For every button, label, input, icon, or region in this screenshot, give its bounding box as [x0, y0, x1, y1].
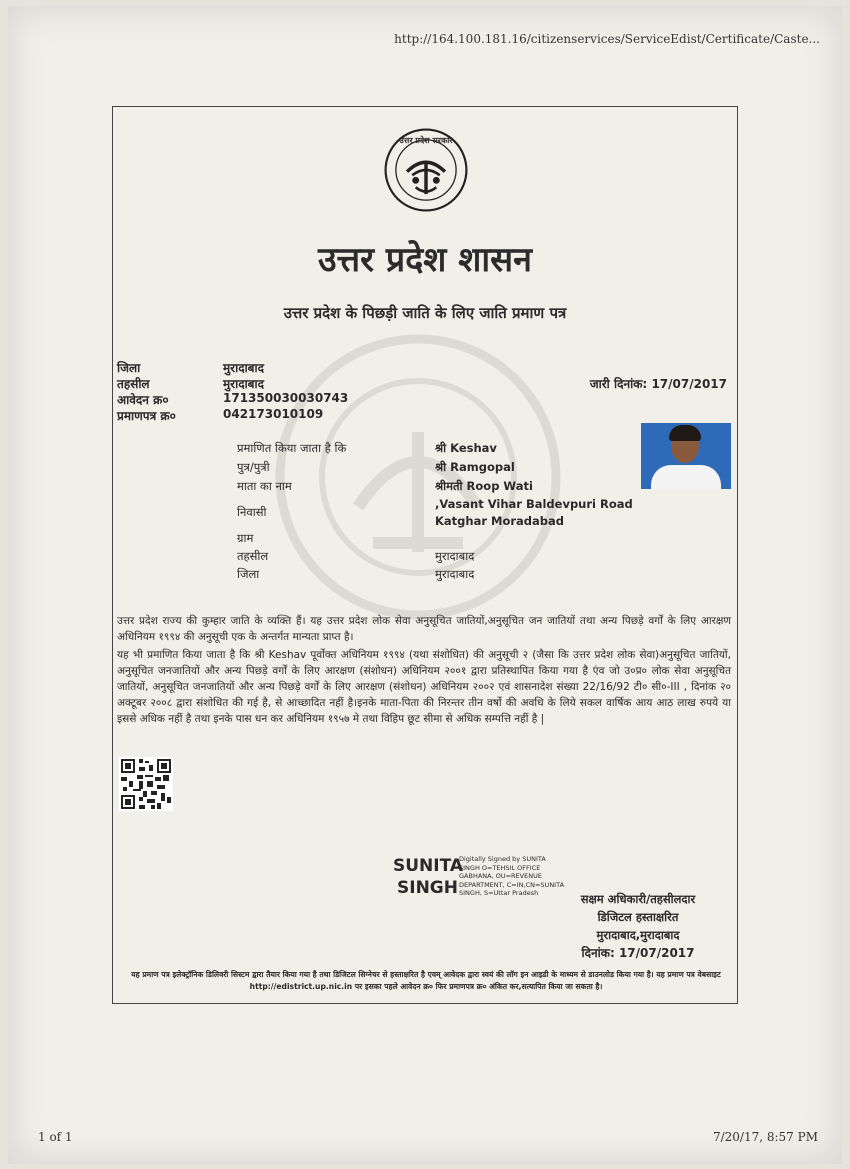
certificate-subtitle: उत्तर प्रदेश के पिछड़ी जाति के लिए जाति प्रमाण पत्र	[283, 304, 567, 322]
signature-date-label: दिनांक:	[581, 946, 615, 960]
certificate-border	[112, 106, 738, 1004]
signer-name-line1: SUNITA	[393, 856, 464, 876]
officer-block	[553, 890, 723, 962]
district-label: जिला	[117, 361, 141, 375]
tehsil-value: मुरादाबाद	[223, 377, 265, 391]
applicant-name: श्री Keshav	[435, 441, 497, 455]
detail-tehsil-value: मुरादाबाद	[435, 549, 475, 563]
address-line1: ,Vasant Vihar Baldevpuri Road	[435, 497, 633, 511]
father-name: श्री Ramgopal	[435, 460, 515, 474]
mother-name: श्रीमती Roop Wati	[435, 479, 533, 493]
digital-signature-name	[393, 855, 463, 899]
application-value: 171350030030743	[223, 391, 349, 405]
certificate-no-label: प्रमाणपत्र क्र०	[117, 409, 176, 423]
issue-date-value: 17/07/2017	[651, 377, 727, 391]
issue-date-label: जारी दिनांक:	[589, 377, 648, 391]
signer-name-line2: SINGH	[397, 878, 458, 898]
district-value: मुरादाबाद	[223, 361, 265, 375]
page-url: http://164.100.181.16/citizenservices/ServiceEdist/Certificate/Caste...	[394, 32, 820, 46]
creamy-layer-paragraph: यह भी प्रमाणित किया जाता है कि श्री Keshav पूर्वोक्त अधिनियम १९९४ (यथा संशोधित) की अनुसूची २ (जैसा कि उत्तर प्रदेश लोक सेवा)अनुसूचित जातियों, अनुसूचित जनजातियों और अन्य पिछड़े वर्गों के लिए आरक्षण (संशोधन) अधिनियम २००१ द्वारा प्रतिस्थापित किया गया है एंव जो उ०प्र० लोक सेवा अनुसूचित जातियों, अनुसूचित जनजातियों और अन्य पिछड़े वर्गों के लिए आरक्षण (संशोधन) अधिनियम २००२ एवं शासनादेश संख्या 22/16/92 टी० सी०-III , दिनांक २० अक्टूबर २००८ द्वारा संशोधित की गई है, से आच्छादित नहीं है।इनके माता-पिता की निरन्तर तीन वर्षो की अवधि के लिये सकल वार्षिक आय आठ लाख रुपये या इससे अधिक नहीं है तथा इनके पास धन कर अधिनियम १९५७ मे तथा विहिप छूट सीमा से अधिक सम्पत्ति नहीं है |	[117, 649, 731, 725]
signature-date	[553, 944, 723, 962]
digital-signature-meta: Digitally Signed by SUNITA SINGH O=TEHSIL OFFICE GABHANA, OU=REVENUE DEPARTMENT, C=IN,CN=SUNITA SINGH, S=Uttar Pradesh	[459, 855, 565, 897]
application-label: आवेदन क्र०	[117, 393, 169, 407]
qr-code-icon	[119, 757, 173, 811]
emblem-text: उत्तर प्रदेश सरकार	[399, 136, 453, 145]
certificate-no-value: 042173010109	[223, 407, 324, 421]
print-timestamp: 7/20/17, 8:57 PM	[712, 1130, 818, 1144]
village-label: ग्राम	[237, 531, 254, 545]
issue-date	[590, 375, 727, 392]
page-title: उत्तर प्रदेश शासन	[317, 240, 532, 280]
digital-sign-label: डिजिटल हस्ताक्षरित	[597, 910, 679, 924]
tehsil-label: तहसील	[117, 377, 150, 391]
emblem-watermark-icon	[268, 327, 568, 627]
verification-notice: यह प्रमाण पत्र इलेक्ट्रॉनिक डिलिवरी सिस्टम द्वारा तैयार किया गया है तथा डिजिटल सिग्नेचर से हस्ताक्षरित है एवम् आवेदक द्वारा स्वयं की लॉग इन आइडी के माध्यम से डाउनलोड किया गया है। यह प्रमाण पत्र वेबसाइट http://edistrict.up.nic.in पर इसका पहले आवेदन क्र० फिर प्रमाणपत्र क्र० अंकित कर,सत्यापित किया जा सकता है।	[131, 970, 721, 991]
mother-label: माता का नाम	[237, 479, 292, 493]
relation-label: पुत्र/पुत्री	[237, 460, 270, 474]
page-count: 1 of 1	[38, 1130, 73, 1144]
certified-label: प्रमाणित किया जाता है कि	[237, 441, 347, 455]
officer-location: मुरादाबाद,मुरादाबाद	[596, 928, 680, 942]
signature-date-value: 17/07/2017	[618, 946, 695, 960]
address-line2: Katghar Moradabad	[435, 514, 565, 528]
detail-tehsil-label: तहसील	[237, 549, 269, 563]
scanned-page	[8, 6, 842, 1164]
applicant-photo	[641, 423, 731, 489]
resident-label: निवासी	[237, 505, 267, 519]
detail-district-label: जिला	[237, 567, 260, 581]
caste-statement-paragraph: उत्तर प्रदेश राज्य की कुम्हार जाति के व्यक्ति हैं। यह उत्तर प्रदेश लोक सेवा अनुसूचित जातियों,अनुसूचित जन जातियों तथा अन्य पिछड़े वर्गों के लिए आरक्षण अधिनियम १९९४ की अनुसूची एक के अन्तर्गत मान्यता प्राप्त है।	[117, 615, 731, 643]
detail-district-value: मुरादाबाद	[435, 567, 475, 581]
officer-title: सक्षम अधिकारी/तहसीलदार	[580, 892, 696, 906]
